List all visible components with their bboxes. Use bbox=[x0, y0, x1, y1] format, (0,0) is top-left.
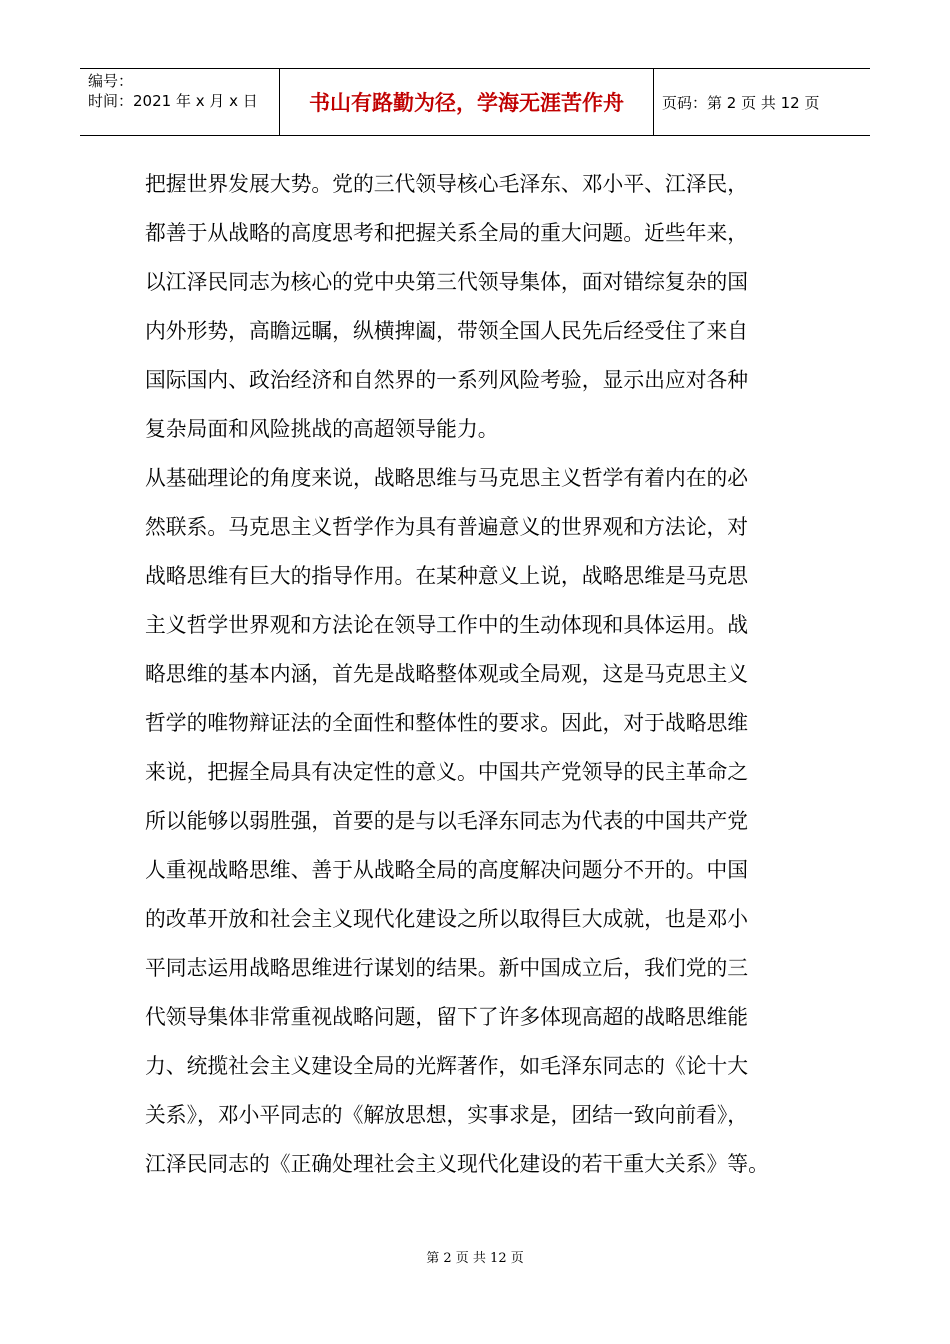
body-line: 哲学的唯物辩证法的全面性和整体性的要求。因此，对于战略思维 bbox=[145, 711, 749, 735]
page-footer: 第 2 页 共 12 页 bbox=[426, 1251, 524, 1266]
body-line: 的改革开放和社会主义现代化建设之所以取得巨大成就，也是邓小 bbox=[145, 907, 749, 931]
body-line: 人重视战略思维、善于从战略全局的高度解决问题分不开的。中国 bbox=[145, 858, 749, 882]
body-line: 战略思维有巨大的指导作用。在某种意义上说，战略思维是马克思 bbox=[145, 564, 749, 588]
document-number-label: 编号： bbox=[88, 72, 134, 90]
body-line: 力、统揽社会主义建设全局的光辉著作，如毛泽东同志的《论十大 bbox=[145, 1054, 749, 1078]
body-line: 都善于从战略的高度思考和把握关系全局的重大问题。近些年来， bbox=[145, 221, 749, 245]
body-line: 复杂局面和风险挑战的高超领导能力。 bbox=[145, 417, 499, 441]
body-line: 主义哲学世界观和方法论在领导工作中的生动体现和具体运用。战 bbox=[145, 613, 749, 637]
body-line: 所以能够以弱胜强，首要的是与以毛泽东同志为代表的中国共产党 bbox=[145, 809, 749, 833]
body-line: 从基础理论的角度来说，战略思维与马克思主义哲学有着内在的必 bbox=[145, 466, 749, 490]
body-line: 以江泽民同志为核心的党中央第三代领导集体，面对错综复杂的国 bbox=[145, 270, 749, 294]
body-line: 关系》，邓小平同志的《解放思想，实事求是，团结一致向前看》， bbox=[145, 1103, 749, 1127]
body-line: 内外形势，高瞻远瞩，纵横捭阖，带领全国人民先后经受住了来自 bbox=[145, 319, 749, 343]
document-body bbox=[145, 160, 825, 1189]
page-header bbox=[80, 68, 870, 136]
body-line: 代领导集体非常重视战略问题，留下了许多体现高超的战略思维能 bbox=[145, 1005, 749, 1029]
body-line: 然联系。马克思主义哲学作为具有普遍意义的世界观和方法论，对 bbox=[145, 515, 749, 539]
body-line: 把握世界发展大势。党的三代领导核心毛泽东、邓小平、江泽民， bbox=[145, 172, 749, 196]
header-motto: 书山有路勤为径，学海无涯苦作舟 bbox=[280, 69, 654, 135]
body-line: 来说，把握全局具有决定性的意义。中国共产党领导的民主革命之 bbox=[145, 760, 749, 784]
body-line: 略思维的基本内涵，首先是战略整体观或全局观，这是马克思主义 bbox=[145, 662, 749, 686]
body-line: 平同志运用战略思维进行谋划的结果。新中国成立后，我们党的三 bbox=[145, 956, 749, 980]
document-time-label: 时间：2021 年 x 月 x 日 bbox=[88, 92, 258, 110]
header-meta bbox=[80, 69, 280, 135]
body-line: 江泽民同志的《正确处理社会主义现代化建设的若干重大关系》等。 bbox=[145, 1152, 769, 1176]
body-line: 国际国内、政治经济和自然界的一系列风险考验，显示出应对各种 bbox=[145, 368, 749, 392]
header-page-number: 页码：第 2 页 共 12 页 bbox=[662, 93, 820, 112]
